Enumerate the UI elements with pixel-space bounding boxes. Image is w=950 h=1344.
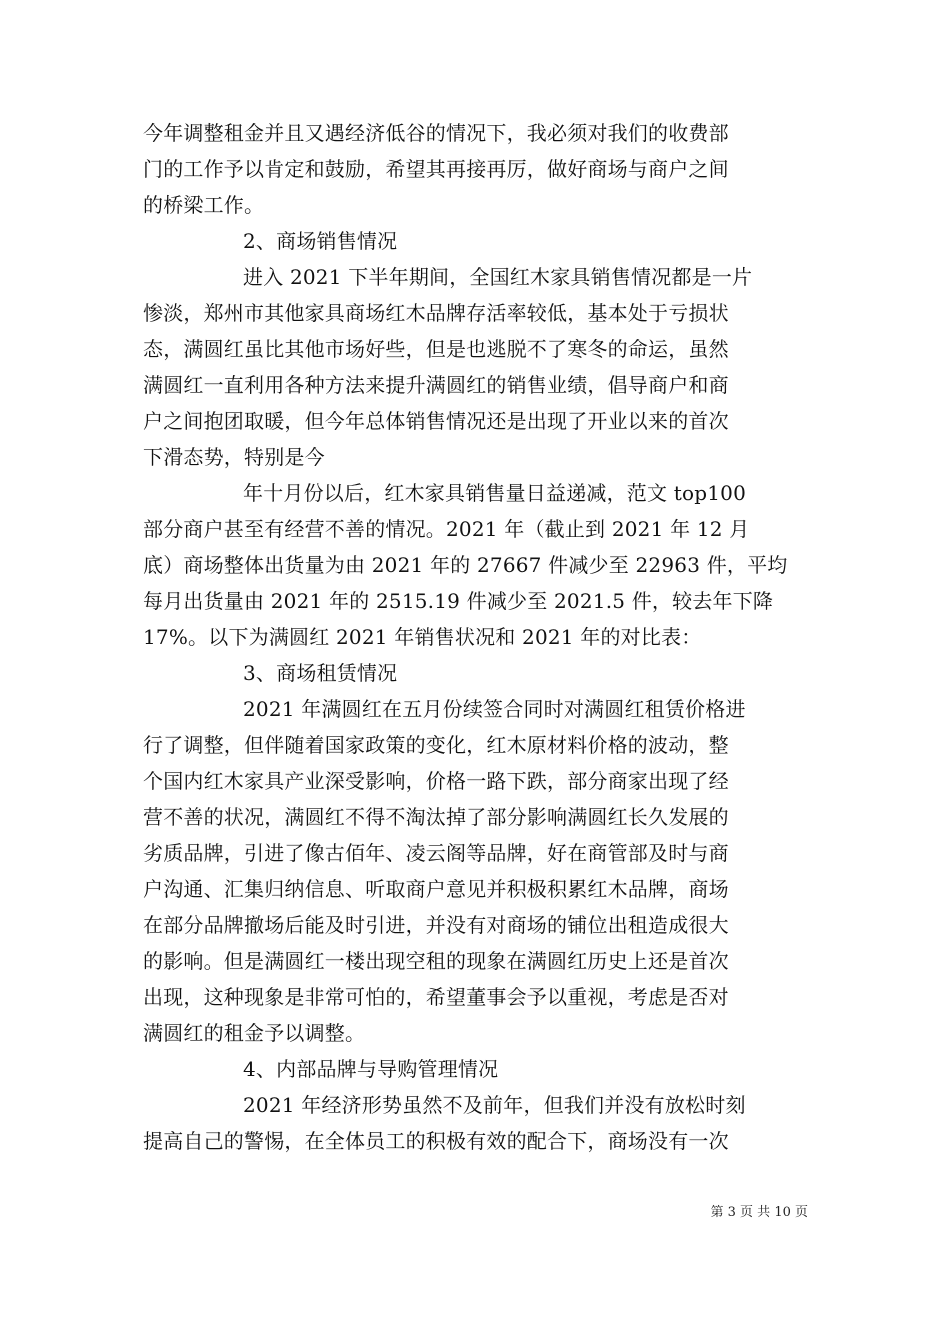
text-line: 劣质品牌，引进了像古佰年、凌云阁等品牌，好在商管部及时与商 (143, 841, 729, 865)
text-line: 每月出货量由 2021 年的 2515.19 件减少至 2021.5 件，较去年下降 (143, 589, 774, 613)
text-line: 在部分品牌撤场后能及时引进，并没有对商场的铺位出租造成很大 (143, 913, 729, 937)
text-line: 营不善的状况，满圆红不得不淘汰掉了部分影响满圆红长久发展的 (143, 805, 729, 829)
paragraph-first-line: 进入 2021 下半年期间，全国红木家具销售情况都是一片 (243, 265, 753, 289)
text-line: 满圆红的租金予以调整。 (143, 1021, 366, 1045)
text-line: 17%。以下为满圆红 2021 年销售状况和 2021 年的对比表： (143, 625, 702, 649)
section-heading-sales: 2、商场销售情况 (243, 229, 398, 253)
text-line: 惨淡，郑州市其他家具商场红木品牌存活率较低，基本处于亏损状 (143, 301, 729, 325)
paragraph-first-line: 2021 年满圆红在五月份续签合同时对满圆红租赁价格进 (243, 697, 746, 721)
text-line: 底）商场整体出货量为由 2021 年的 27667 件减少至 22963 件，平均 (143, 553, 788, 577)
document-body (143, 115, 807, 1159)
text-line: 态，满圆红虽比其他市场好些，但是也逃脱不了寒冬的命运，虽然 (143, 337, 729, 361)
text-line: 个国内红木家具产业深受影响，价格一路下跌，部分商家出现了经 (143, 769, 729, 793)
text-line: 今年调整租金并且又遇经济低谷的情况下，我必须对我们的收费部 (143, 121, 729, 145)
text-line: 门的工作予以肯定和鼓励，希望其再接再厉，做好商场与商户之间 (143, 157, 729, 181)
text-line: 户沟通、汇集归纳信息、听取商户意见并积极积累红木品牌，商场 (143, 877, 729, 901)
text-line: 提高自己的警惕，在全体员工的积极有效的配合下，商场没有一次 (143, 1129, 729, 1153)
page-number-footer: 第 3 页 共 10 页 (710, 1205, 808, 1220)
text-line: 户之间抱团取暖，但今年总体销售情况还是出现了开业以来的首次 (143, 409, 729, 433)
text-line: 的桥梁工作。 (143, 193, 265, 217)
section-heading-leasing: 3、商场租赁情况 (243, 661, 398, 685)
text-line: 满圆红一直利用各种方法来提升满圆红的销售业绩，倡导商户和商 (143, 373, 729, 397)
section-heading-internal-management: 4、内部品牌与导购管理情况 (243, 1057, 499, 1081)
text-line: 下滑态势，特别是今 (143, 445, 325, 469)
paragraph-first-line: 2021 年经济形势虽然不及前年，但我们并没有放松时刻 (243, 1093, 746, 1117)
text-line: 的影响。但是满圆红一楼出现空租的现象在满圆红历史上还是首次 (143, 949, 729, 973)
text-line: 部分商户甚至有经营不善的情况。2021 年（截止到 2021 年 12 月 (143, 517, 750, 541)
paragraph-first-line: 年十月份以后，红木家具销售量日益递减，范文 top100 (243, 481, 747, 505)
text-line: 行了调整，但伴随着国家政策的变化，红木原材料价格的波动，整 (143, 733, 729, 757)
text-line: 出现，这种现象是非常可怕的，希望董事会予以重视，考虑是否对 (143, 985, 729, 1009)
